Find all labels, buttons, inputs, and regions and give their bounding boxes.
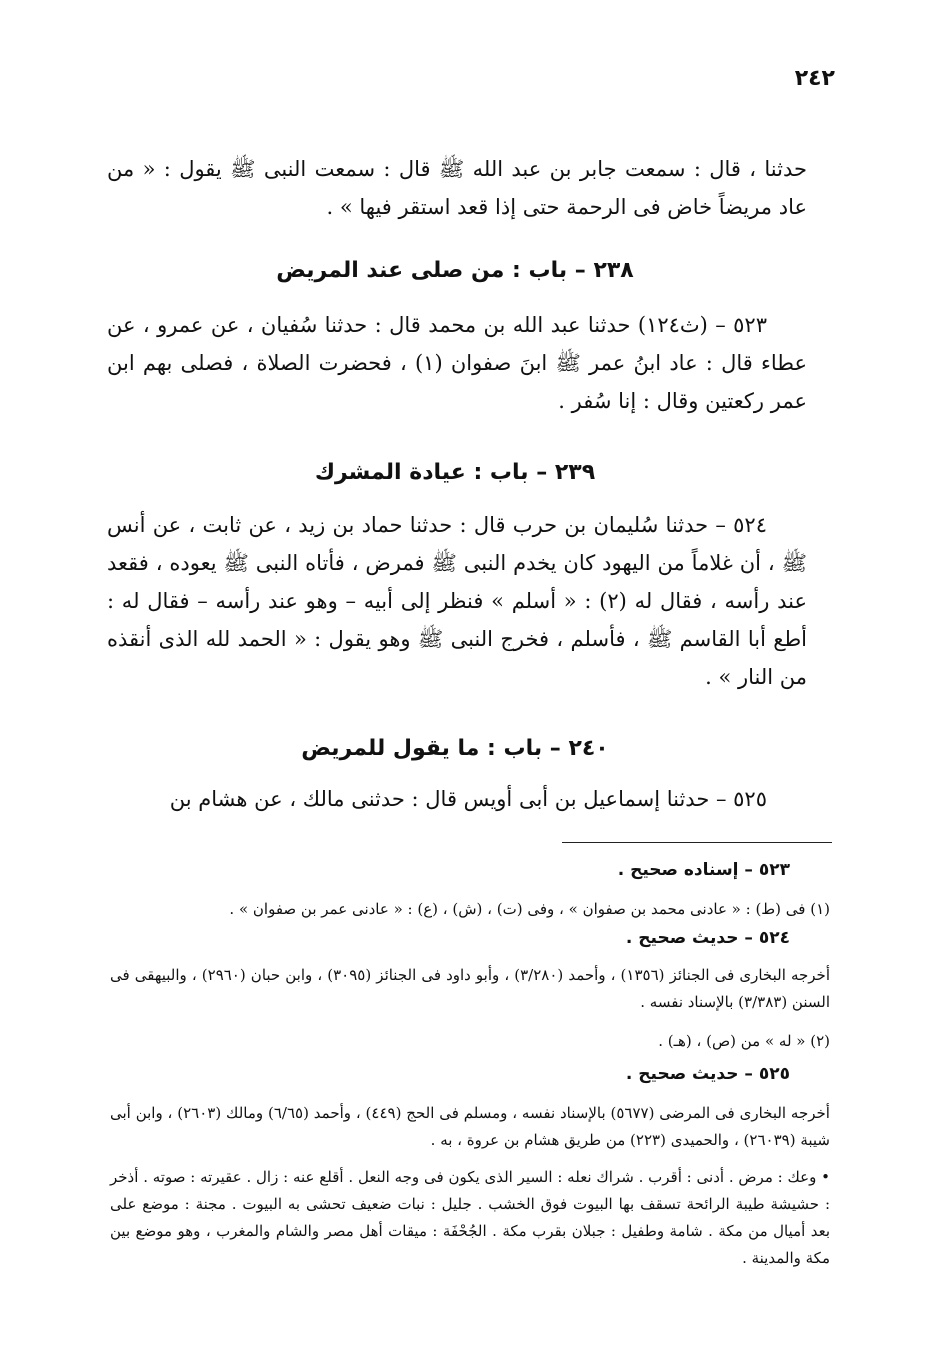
footnote-separator [562,842,832,843]
section-239-paragraph: ٥٢٤ – حدثنا سُليمان بن حرب قال : حدثنا حماد بن زيد ، عن ثابت ، عن أنس ﷺ ، أن غلاماً من اليهود كان يخدم النبى ﷺ فمرض ، فأتاه النبى ﷺ يعوده ، فقعد عند رأسه ، فقال له (٢) : « أسلم » فنظر إلى أبيه – وهو عند رأسه – فقال له : أطع أبا القاسم ﷺ ، فأسلم ، فخرج النبى ﷺ وهو يقول : « الحمد لله الذى أنقذه من النار » . [107,513,807,689]
glossary-notes: • وعك : مرض . أدنى : أقرب . شراك نعله : السير الذى يكون فى وجه النعل . أقلع عنه : زال . عقيرته : صوته . أذخر : حشيشة طيبة الرائحة تسقف بها البيوت فوق الخشب . جليل : نبات ضعيف تحشى به البيوت . مجنة : موضع على بعد أميال من مكة . شامة وطفيل : جبلان بقرب مكة . الجُحْفَة : ميقات أهل مصر والشام والمغرب ، وهو موضع بين مكة والمدينة . [110,1168,830,1267]
footnote-525-text: أخرجه البخارى فى المرضى (٥٦٧٧) بالإسناد نفسه ، ومسلم فى الحج (٤٤٩) ، وأحمد (٦/٦٥) ومالك (٢٦٠٣) ، وابن أبى شيبة (٢٦٠٣٩) ، والحميدى (٢٢٣) من طريق هشام بن عروة ، به . [110,1104,830,1149]
section-238-paragraph: ٥٢٣ – (ث١٢٤) حدثنا عبد الله بن محمد قال : حدثنا سُفيان ، عن عمرو ، عن عطاء قال : عاد ابنُ عمر ﷺ ابنَ صفوان (١) ، فحضرت الصلاة ، فصلى بهم ابن عمر ركعتين وقال : إنا سُفر . [107,313,808,413]
footnote-523-note-1: (١) فى (ط) : « عادنى محمد بن صفوان » ، وفى (ت) ، (ش) ، (ع) : « عادنى عمر بن صفوان » . [229,900,830,918]
page-number: ٢٤٢ [794,66,835,91]
footnote-524-heading: ٥٢٤ – حديث صحيح . [625,928,790,948]
footnote-525-heading: ٥٢٥ – حديث صحيح . [625,1064,790,1084]
section-238-heading: ٢٣٨ – باب : من صلى عند المريض [276,258,634,283]
section-240-heading: ٢٤٠ – باب : ما يقول للمريض [301,736,609,761]
footnote-523-heading: ٥٢٣ – إسناده صحيح . [617,860,790,880]
footnote-524-text: أخرجه البخارى فى الجنائز (١٣٥٦) ، وأحمد (٣/٢٨٠) ، وأبو داود فى الجنائز (٣٠٩٥) ، وابن حبان (٢٩٦٠) ، والبيهقى فى السنن (٣/٣٨٣) بالإسناد نفسه . [110,966,830,1011]
section-239-heading: ٢٣٩ – باب : عيادة المشرك [314,460,596,485]
section-240-paragraph: ٥٢٥ – حدثنا إسماعيل بن أبى أويس قال : حدثنى مالك ، عن هشام بن [169,787,767,811]
footnote-524-note-2: (٢) « له » من (ص) ، (هـ) . [658,1032,830,1050]
intro-paragraph: حدثنا ، قال : سمعت جابر بن عبد الله ﷺ قال : سمعت النبى ﷺ يقول : « من عاد مريضاً خاض فى الرحمة حتى إذا قعد استقر فيها » . [107,157,807,219]
